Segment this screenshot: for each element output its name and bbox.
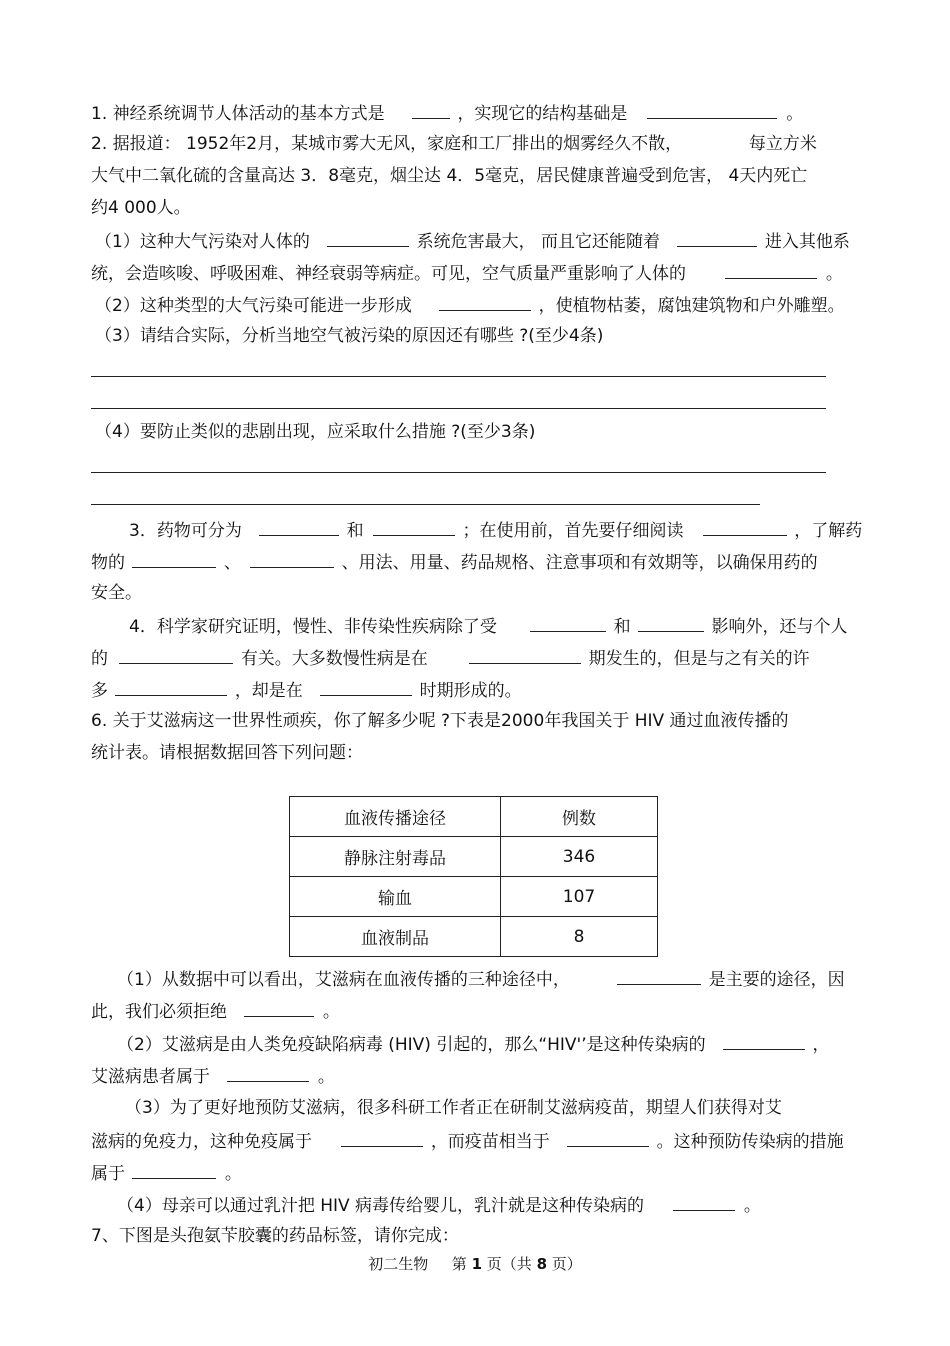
q1-blank-2[interactable] xyxy=(647,101,777,119)
q6-sub1-line-2 xyxy=(91,999,340,1023)
q2-sub4-answer-line-2[interactable] xyxy=(91,504,760,505)
footer-page-b: 页（共 xyxy=(486,1255,532,1273)
q6-sub3-blank-3[interactable] xyxy=(132,1161,216,1179)
table-row xyxy=(290,877,658,917)
q6-sub2-line-2 xyxy=(91,1064,335,1088)
q3-line-2 xyxy=(91,550,818,574)
q6-sub1-text-a: （1）从数据中可以看出，艾滋病在血液传播的三种途径中， xyxy=(117,970,570,990)
q3-text-g: 、用法、用量、药品规格、注意事项和有效期等，以确保用药的 xyxy=(341,553,818,573)
q2-line-1 xyxy=(91,133,817,155)
q4-text-f: 期发生的，但是与之有关的许 xyxy=(588,649,810,669)
q2-sub1-line xyxy=(95,229,850,253)
table-cell-count: 8 xyxy=(501,917,658,957)
q6-sub3-line-3 xyxy=(91,1161,242,1185)
q3-text-a: 3．药物可分为 xyxy=(129,521,242,541)
q3-text-f: 、 xyxy=(223,553,241,573)
q1-blank-1[interactable] xyxy=(412,101,450,119)
q3-blank-1[interactable] xyxy=(259,518,339,536)
q6-sub1-blank-1[interactable] xyxy=(617,967,701,985)
footer-page-a: 第 xyxy=(451,1255,467,1273)
q6-sub1-line-1 xyxy=(117,967,845,991)
q2-line-3: 约4 000人。 xyxy=(91,198,191,218)
q6-sub3-text-e: 属于 xyxy=(91,1164,125,1184)
q2-sub3-answer-line-1[interactable] xyxy=(91,376,826,377)
q4-text-i: 时期形成的。 xyxy=(419,681,522,701)
q4-line-1 xyxy=(129,614,847,638)
q4-blank-4[interactable] xyxy=(469,646,581,664)
table-row xyxy=(290,837,658,877)
q4-blank-5[interactable] xyxy=(115,678,227,696)
q6-sub1-text-b: 是主要的途径，因 xyxy=(708,970,845,990)
q4-blank-1[interactable] xyxy=(530,614,606,632)
q2-sub2-text-a: （2）这种类型的大气污染可能进一步形成 xyxy=(95,296,412,316)
q2-sub2-line xyxy=(95,293,845,317)
q6-sub1-blank-2[interactable] xyxy=(244,999,314,1017)
q2-sub3-prompt: （3）请结合实际，分析当地空气被污染的原因还有哪些 ?(至少4条) xyxy=(95,326,604,346)
q2-sub2-blank[interactable] xyxy=(439,293,531,311)
q6-sub3-text-f: 。 xyxy=(224,1164,242,1184)
q1-text-b: ，实现它的结构基础是 xyxy=(457,104,628,124)
table-header-count: 例数 xyxy=(501,797,658,837)
table-cell-route: 输血 xyxy=(290,877,501,917)
q4-text-c: 影响外，还与个人 xyxy=(711,617,848,637)
q2-line-2: 大气中二氧化硫的含量高达 3．8毫克，烟尘达 4．5毫克，居民健康普遍受到危害， 4天内死亡 xyxy=(91,166,808,186)
q2-sub1-line-2 xyxy=(91,261,843,285)
q6-sub3-line-2 xyxy=(91,1129,844,1153)
q2-sub1-blank-1[interactable] xyxy=(327,229,409,247)
q3-blank-2[interactable] xyxy=(373,518,455,536)
q6-line-2: 统计表。请根据数据回答下列问题： xyxy=(91,743,363,763)
q6-sub4-line xyxy=(117,1193,761,1217)
q2-sub4-prompt: （4）要防止类似的悲剧出现，应采取什么措施 ?(至少3条) xyxy=(95,422,536,442)
q2-sub1-text-c: 进入其他系 xyxy=(764,232,850,252)
q6-sub2-line-1 xyxy=(117,1032,829,1056)
q6-sub3-blank-1[interactable] xyxy=(341,1129,423,1147)
q2-sub4-answer-line-1[interactable] xyxy=(91,472,826,473)
q4-text-h: ，却是在 xyxy=(234,681,303,701)
q1-text-c: 。 xyxy=(786,104,804,124)
q4-text-a: 4．科学家研究证明，慢性、非传染性疾病除了受 xyxy=(129,617,497,637)
footer-course: 初二生物 xyxy=(368,1255,429,1273)
q6-sub4-text-b: 。 xyxy=(743,1196,761,1216)
footer-total-pages: 8 xyxy=(536,1255,548,1273)
q4-text-e: 有关。大多数慢性病是在 xyxy=(240,649,428,669)
q3-text-c: ；在使用前，首先要仔细阅读 xyxy=(462,521,684,541)
q6-line-1: 6. 关于艾滋病这一世界性顽疾，你了解多少呢 ?下表是2000年我国关于 HIV 通过血液传播的 xyxy=(91,711,789,731)
q6-sub2-text-b: ， xyxy=(812,1035,830,1055)
q6-sub3-blank-2[interactable] xyxy=(567,1129,649,1147)
table-header-route: 血液传播途径 xyxy=(290,797,501,837)
q6-sub3-text-b: 滋病的免疫力，这种免疫属于 xyxy=(91,1132,312,1152)
q6-sub3-text-d: 。这种预防传染病的措施 xyxy=(656,1132,844,1152)
q7-line-1: 7、下图是头孢氨苄胶囊的药品标签，请你完成： xyxy=(91,1226,459,1246)
table-cell-count: 107 xyxy=(501,877,658,917)
q2-text-l1b: 每立方米 xyxy=(748,134,817,154)
q3-text-e: 物的 xyxy=(91,553,125,573)
q6-sub3-line-1: （3）为了更好地预防艾滋病，很多科研工作者正在研制艾滋病疫苗，期望人们获得对艾 xyxy=(125,1098,782,1118)
q6-sub2-blank-2[interactable] xyxy=(227,1064,309,1082)
q4-blank-6[interactable] xyxy=(320,678,412,696)
q4-text-d: 的 xyxy=(91,649,108,669)
hiv-transmission-table xyxy=(289,796,658,957)
q2-sub3-answer-line-2[interactable] xyxy=(91,408,826,409)
q3-blank-5[interactable] xyxy=(250,550,334,568)
q3-line-3: 安全。 xyxy=(91,583,142,603)
q3-blank-3[interactable] xyxy=(703,518,787,536)
q4-line-2 xyxy=(91,646,810,670)
q1-text-a: 1. 神经系统调节人体活动的基本方式是 xyxy=(91,104,385,124)
table-cell-route: 静脉注射毒品 xyxy=(290,837,501,877)
table-row xyxy=(290,917,658,957)
q3-blank-4[interactable] xyxy=(132,550,216,568)
q2-sub2-text-b: ，使植物枯萎，腐蚀建筑物和户外雕塑。 xyxy=(538,296,845,316)
q6-sub4-blank[interactable] xyxy=(673,1193,735,1211)
q4-text-g: 多 xyxy=(91,681,108,701)
page-footer xyxy=(0,1253,950,1274)
q2-sub1-text-d: 统，会造咳唆、呼吸困难、神经衰弱等病症。可见，空气质量严重影响了人体的 xyxy=(91,264,686,284)
q6-sub3-text-c: ，而疫苗相当于 xyxy=(430,1132,550,1152)
q4-blank-3[interactable] xyxy=(119,646,233,664)
q2-sub1-text-b: 系统危害最大， 而且它还能随着 xyxy=(416,232,661,252)
q6-sub1-text-d: 。 xyxy=(322,1002,340,1022)
q6-sub2-text-a: （2）艾滋病是由人类免疫缺陷病毒 (HIV) 引起的，那么“HIV'’是这种传染病的 xyxy=(117,1035,706,1055)
q3-text-b: 和 xyxy=(346,521,364,541)
q2-sub1-text-a: （1）这种大气污染对人体的 xyxy=(95,232,310,252)
q3-text-d: ，了解药 xyxy=(794,521,863,541)
footer-page-c: 页） xyxy=(551,1255,582,1273)
q4-text-b: 和 xyxy=(613,617,631,637)
q6-sub1-text-c: 此，我们必须拒绝 xyxy=(91,1002,227,1022)
q6-sub4-text-a: （4）母亲可以通过乳汁把 HIV 病毒传给婴儿，乳汁就是这种传染病的 xyxy=(117,1196,645,1216)
q6-sub2-blank-1[interactable] xyxy=(723,1032,805,1050)
q2-sub1-blank-2[interactable] xyxy=(677,229,757,247)
table-header-row xyxy=(290,797,658,837)
q4-blank-2[interactable] xyxy=(638,614,704,632)
q1-line xyxy=(91,101,803,125)
table-cell-count: 346 xyxy=(501,837,658,877)
q6-sub2-text-c: 艾滋病患者属于 xyxy=(91,1067,210,1087)
q3-line-1 xyxy=(129,518,862,542)
q6-sub2-text-d: 。 xyxy=(317,1067,335,1087)
q4-line-3 xyxy=(91,678,522,702)
q2-sub1-blank-3[interactable] xyxy=(725,261,817,279)
q2-text-l1a: 2. 据报道： 1952年2月，某城市雾大无风，家庭和工厂排出的烟雾经久不散， xyxy=(91,134,683,154)
footer-page-number: 1 xyxy=(471,1255,482,1273)
q2-sub1-text-e: 。 xyxy=(825,264,843,284)
table-cell-route: 血液制品 xyxy=(290,917,501,957)
